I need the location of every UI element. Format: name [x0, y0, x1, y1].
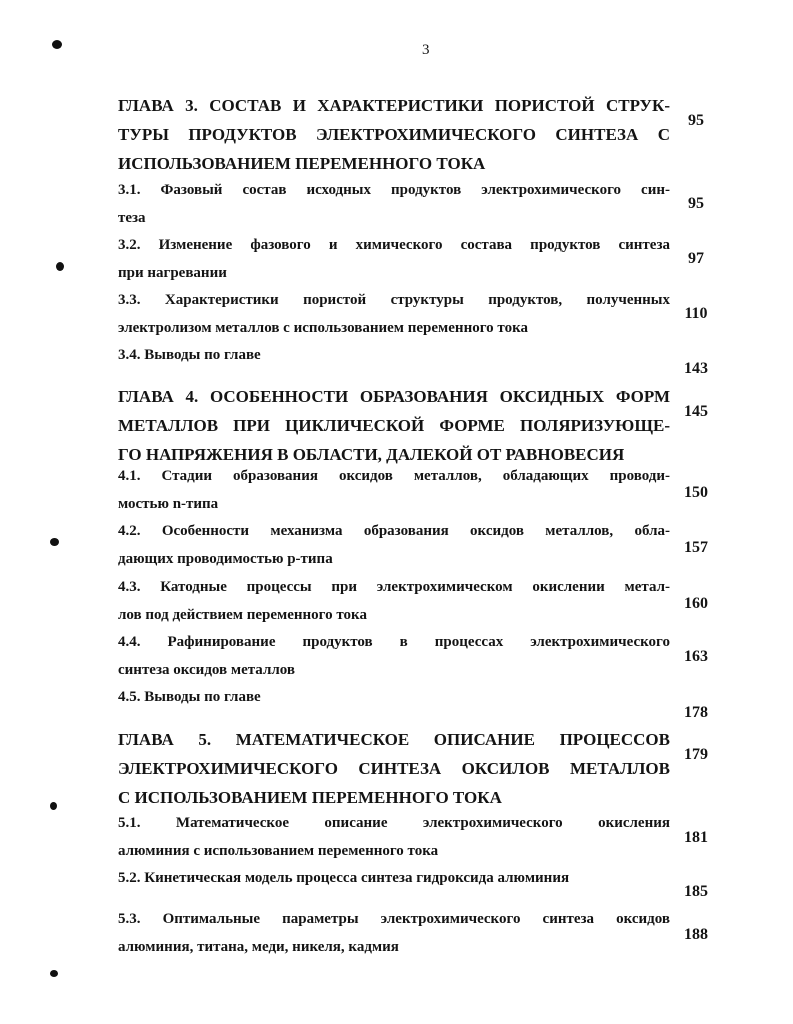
- entry-page-number: 188: [684, 926, 708, 943]
- entry-title-line: 5.2. Кинетическая модель процесса синтеза гидроксида алюминия: [118, 870, 570, 886]
- entry-title-line: лов под действием переменного тока: [118, 606, 367, 623]
- entry-title-line: ГЛАВА 4. ОСОБЕННОСТИ ОБРАЗОВАНИЯ ОКСИДНЫХ ФОРМ: [118, 387, 670, 406]
- entry-title-line: электролизом металлов с использованием переменного тока: [118, 319, 528, 336]
- entry-page-number: 97: [688, 250, 704, 267]
- entry-title-line: ЭЛЕКТРОХИМИЧЕСКОГО СИНТЕЗА ОКСИЛОВ МЕТАЛЛОВ: [118, 759, 670, 778]
- entry-title-line: 4.5. Выводы по главе: [118, 689, 261, 705]
- scan-speck: [50, 970, 58, 977]
- entry-title: [118, 91, 670, 178]
- entry-page-number: 143: [684, 360, 708, 377]
- entry-title: [118, 725, 670, 812]
- entry-title-line: МЕТАЛЛОВ ПРИ ЦИКЛИЧЕСКОЙ ФОРМЕ ПОЛЯРИЗУЮЩЕ-: [118, 416, 670, 435]
- entry-title-line: 3.4. Выводы по главе: [118, 347, 261, 363]
- scan-speck: [50, 538, 59, 546]
- entry-title: [118, 574, 670, 629]
- entry-page-number: 95: [688, 112, 704, 129]
- entry-page-number: 179: [684, 746, 708, 763]
- entry-page-number: 178: [684, 704, 708, 721]
- scan-speck: [56, 262, 64, 271]
- entry-title-line: ГО НАПРЯЖЕНИЯ В ОБЛАСТИ, ДАЛЕКОЙ ОТ РАВНОВЕСИЯ: [118, 445, 625, 464]
- entry-page-number: 95: [688, 195, 704, 212]
- entry-title: [118, 810, 670, 865]
- entry-title: [118, 629, 670, 684]
- entry-title: [118, 684, 670, 712]
- entry-title-line: мостью n-типа: [118, 495, 219, 512]
- scan-speck: [50, 802, 57, 810]
- entry-title-line: ГЛАВА 3. СОСТАВ И ХАРАКТЕРИСТИКИ ПОРИСТОЙ СТРУК-: [118, 96, 670, 115]
- entry-title-line: 5.3. Оптимальные параметры электрохимического синтеза оксидов: [118, 911, 670, 927]
- entry-title-line: алюминия с использованием переменного тока: [118, 842, 439, 859]
- entry-title-line: 3.1. Фазовый состав исходных продуктов электрохимического син-: [118, 182, 670, 198]
- entry-page-number: 163: [684, 648, 708, 665]
- entry-title-line: 4.4. Рафинирование продуктов в процессах электрохимического: [118, 634, 670, 650]
- entry-title: [118, 518, 670, 573]
- entry-title-line: 4.1. Стадии образования оксидов металлов, обладающих проводи-: [118, 468, 670, 484]
- entry-page-number: 145: [684, 403, 708, 420]
- entry-title-line: 3.3. Характеристики пористой структуры продуктов, полученных: [118, 292, 670, 308]
- entry-title: [118, 232, 670, 287]
- entry-title: [118, 382, 670, 469]
- entry-title-line: ИСПОЛЬЗОВАНИЕМ ПЕРЕМЕННОГО ТОКА: [118, 154, 486, 173]
- entry-title: [118, 906, 670, 961]
- entry-page-number: 181: [684, 829, 708, 846]
- entry-title-line: 3.2. Изменение фазового и химического состава продуктов синтеза: [118, 237, 670, 253]
- page-number: 3: [422, 42, 430, 58]
- entry-page-number: 150: [684, 484, 708, 501]
- entry-title-line: 4.2. Особенности механизма образования оксидов металлов, обла-: [118, 523, 670, 539]
- entry-title-line: алюминия, титана, меди, никеля, кадмия: [118, 938, 399, 955]
- entry-page-number: 110: [684, 305, 708, 322]
- entry-title: [118, 177, 670, 232]
- entry-title-line: 4.3. Катодные процессы при электрохимическом окислении метал-: [118, 579, 670, 595]
- entry-title: [118, 463, 670, 518]
- entry-title-line: 5.1. Математическое описание электрохимического окисления: [118, 815, 670, 831]
- entry-page-number: 185: [684, 883, 708, 900]
- entry-title-line: С ИСПОЛЬЗОВАНИЕМ ПЕРЕМЕННОГО ТОКА: [118, 788, 502, 807]
- entry-title-line: при нагревании: [118, 264, 227, 281]
- entry-title: [118, 287, 670, 342]
- entry-title: [118, 342, 670, 370]
- entry-page-number: 160: [684, 595, 708, 612]
- entry-title-line: ТУРЫ ПРОДУКТОВ ЭЛЕКТРОХИМИЧЕСКОГО СИНТЕЗА С: [118, 125, 670, 144]
- entry-title-line: дающих проводимостью p-типа: [118, 550, 333, 567]
- entry-title-line: ГЛАВА 5. МАТЕМАТИЧЕСКОЕ ОПИСАНИЕ ПРОЦЕССОВ: [118, 730, 670, 749]
- entry-title-line: синтеза оксидов металлов: [118, 661, 295, 678]
- scan-speck: [52, 40, 62, 49]
- entry-title-line: теза: [118, 209, 146, 226]
- entry-page-number: 157: [684, 539, 708, 556]
- entry-title: [118, 865, 670, 893]
